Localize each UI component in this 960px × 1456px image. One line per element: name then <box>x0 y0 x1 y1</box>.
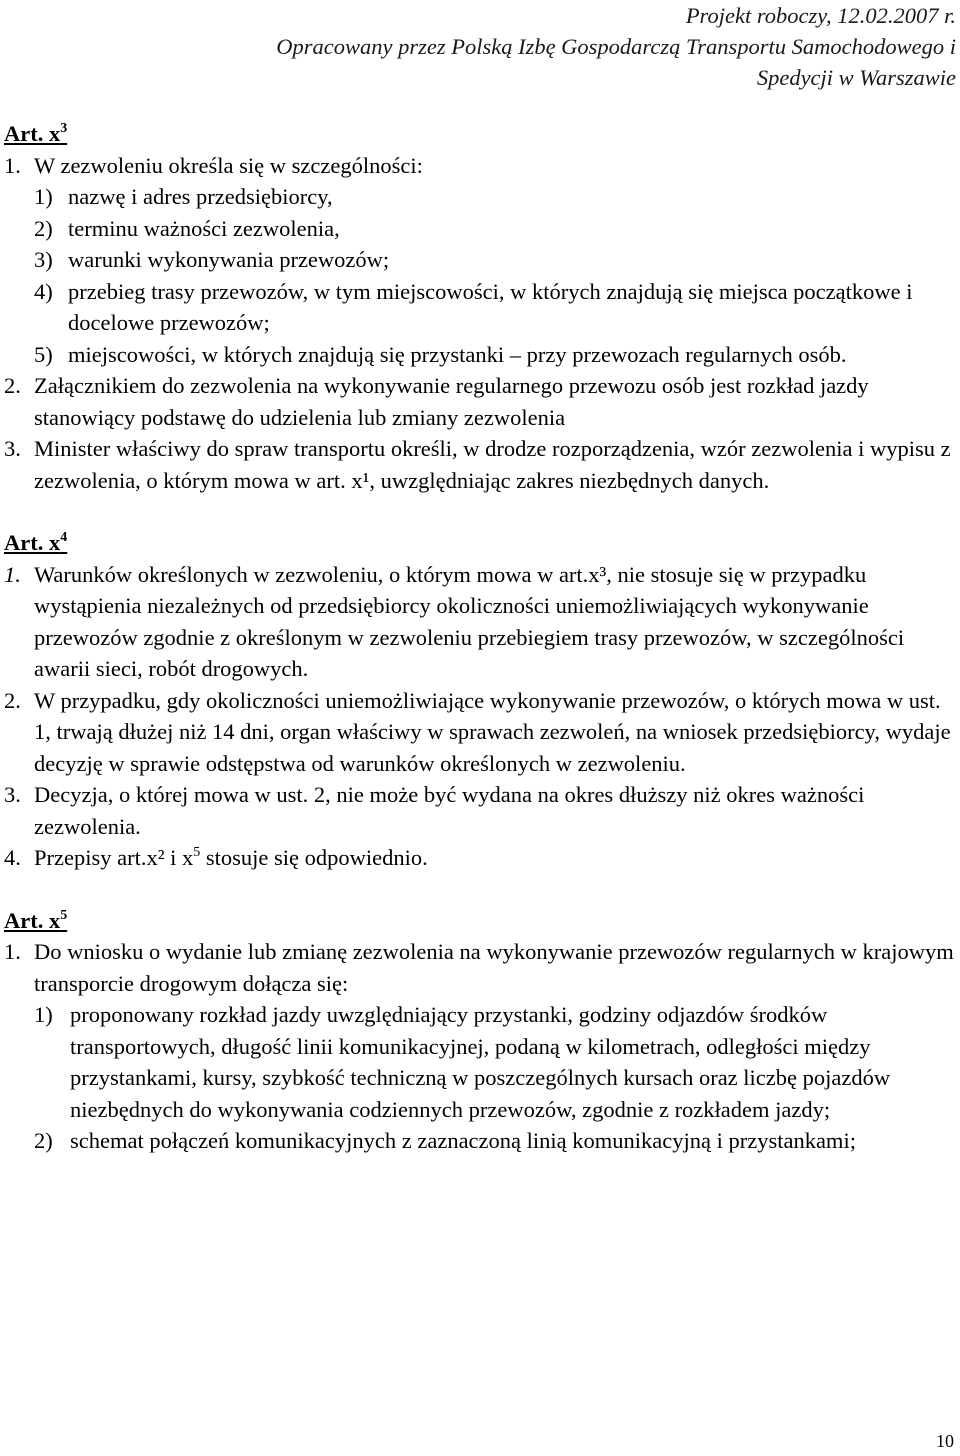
list-item-number: 2) <box>34 1128 53 1153</box>
paragraph-text-part: stosuje się odpowiednio. <box>200 845 428 870</box>
paragraph-text: W przypadku, gdy okoliczności uniemożliwiające wykonywanie przewozów, o których mowa w ust. 1, trwają dłużej niż 14 dni, organ właściwy w sprawach zezwoleń, na wniosek przedsiębiorcy, wydaje decyzję w sprawie odstępstwa od warunków określonych w zezwoleniu. <box>34 687 951 776</box>
list-item-text: schemat połączeń komunikacyjnych z zaznaczoną linią komunikacyjną i przystankami; <box>70 1128 856 1153</box>
list-item-number: 3) <box>34 247 53 272</box>
paragraph-number: 3. <box>4 436 21 461</box>
list-item <box>4 999 956 1125</box>
paragraph <box>4 370 956 433</box>
list-item-text: warunki wykonywania przewozów; <box>68 247 390 272</box>
paragraph-text: Załącznikiem do zezwolenia na wykonywanie regularnego przewozu osób jest rozkład jazdy stanowiący podstawę do udzielenia lub zmiany zezwolenia <box>34 373 869 430</box>
list-item-text: miejscowości, w których znajdują się przystanki – przy przewozach regularnych osób. <box>68 341 847 367</box>
list-item-number: 1) <box>34 184 53 209</box>
article-title-sup: 4 <box>60 530 68 545</box>
list-item-number: 4) <box>34 278 53 304</box>
paragraph-number: 1. <box>4 939 21 964</box>
document-body <box>4 118 956 1157</box>
paragraph-text-part: Przepisy art.x² i x <box>34 845 194 870</box>
header-line-3: Spedycji w Warszawie <box>756 65 956 90</box>
article-title <box>4 905 956 937</box>
list-item-text: nazwę i adres przedsiębiorcy, <box>68 184 333 209</box>
paragraph-text: Decyzja, o której mowa w ust. 2, nie może być wydana na okres dłuższy niż okres ważności zezwolenia. <box>34 782 865 839</box>
paragraph <box>4 150 956 182</box>
list-item <box>4 276 956 339</box>
article-x4 <box>4 527 956 874</box>
paragraph-number: 1. <box>4 561 21 587</box>
paragraph <box>4 842 956 874</box>
list-item-text: proponowany rozkład jazdy uwzględniający przystanki, godziny odjazdów środków transportowych, długość linii komunikacyjnej, podaną w kilometrach, odległości między przystankami, kursy, szybkość techniczną w poszczególnych kursach oraz liczbę pojazdów niezbędnych do wykonywania codziennych przewozów, zgodnie z rozkładem jazdy; <box>70 1002 891 1122</box>
list-item <box>4 181 956 213</box>
paragraph-number: 1. <box>4 152 21 178</box>
list-item <box>4 244 956 276</box>
list-item <box>4 213 956 245</box>
list-item <box>4 339 956 371</box>
paragraph-number: 2. <box>4 373 21 398</box>
paragraph-number: 3. <box>4 782 21 807</box>
header-line-2: Opracowany przez Polską Izbę Gospodarczą Transportu Samochodowego i <box>276 34 956 59</box>
list-item-text: przebieg trasy przewozów, w tym miejscowości, w których znajdują się miejsca początkowe i docelowe przewozów; <box>68 278 913 335</box>
paragraph-text: Minister właściwy do spraw transportu określi, w drodze rozporządzenia, wzór zezwolenia i wypisu z zezwolenia, o którym mowa w art. x¹, uwzględniając zakres niezbędnych danych. <box>34 436 951 493</box>
article-title <box>4 118 956 150</box>
list-item-number: 1) <box>34 1002 53 1027</box>
paragraph-text <box>34 842 956 874</box>
article-title-sup: 3 <box>60 121 68 136</box>
list-item <box>4 1125 956 1157</box>
page-number: 10 <box>936 1431 954 1451</box>
article-title-text: Art. x <box>4 530 61 555</box>
list-item-number: 2) <box>34 215 53 241</box>
article-x3 <box>4 118 956 496</box>
paragraph <box>4 433 956 496</box>
header-line-1: Projekt roboczy, 12.02.2007 r. <box>685 3 956 28</box>
paragraph <box>4 559 956 685</box>
list-item-text: terminu ważności zezwolenia, <box>68 215 340 241</box>
paragraph-text: W zezwoleniu określa się w szczególności: <box>34 152 423 178</box>
paragraph <box>4 779 956 842</box>
article-title <box>4 527 956 559</box>
article-title-text: Art. x <box>4 121 61 146</box>
paragraph <box>4 936 956 999</box>
paragraph-number: 4. <box>4 845 21 870</box>
article-title-text: Art. x <box>4 907 61 933</box>
article-x5 <box>4 905 956 1157</box>
document-header <box>56 0 956 93</box>
paragraph-text: Do wniosku o wydanie lub zmianę zezwolenia na wykonywanie przewozów regularnych w krajowym transporcie drogowym dołącza się: <box>34 939 954 996</box>
paragraph <box>4 685 956 780</box>
paragraph-text-sup: 5 <box>193 845 201 860</box>
paragraph-text: Warunków określonych w zezwoleniu, o którym mowa w art.x³, nie stosuje się w przypadku wystąpienia niezależnych od przedsiębiorcy okoliczności uniemożliwiających wykonywanie przewozów zgodnie z określonym w zezwoleniu przebiegiem trasy przewozów, w szczególności awarii sieci, robót drogowych. <box>34 561 905 681</box>
list-item-number: 5) <box>34 341 53 367</box>
paragraph-number: 2. <box>4 687 21 713</box>
article-title-sup: 5 <box>60 907 68 923</box>
